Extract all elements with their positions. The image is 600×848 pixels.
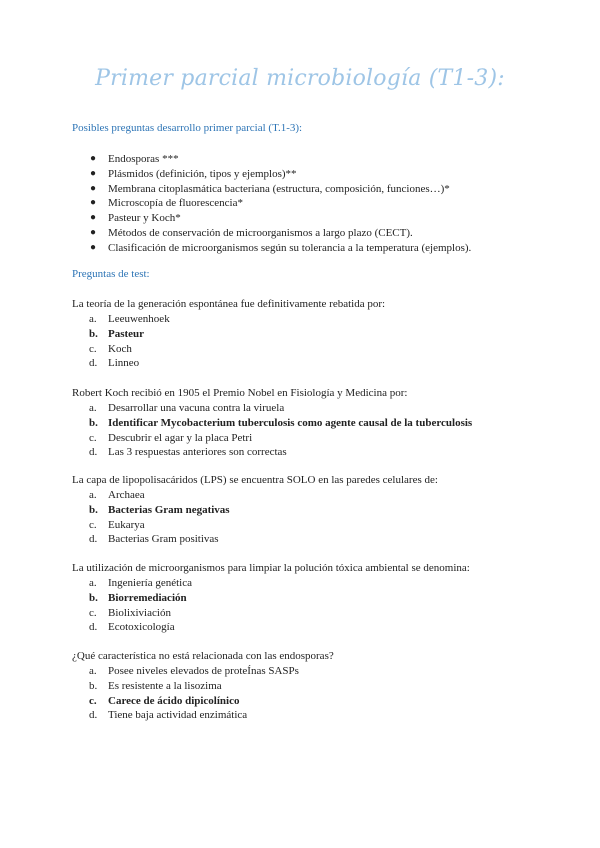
options-list (72, 576, 542, 635)
test-question (72, 472, 542, 547)
option-item-correct: c. Carece de ácido dipicolínico (89, 694, 240, 707)
option-item: a. Desarrollar una vacuna contra la viruela (89, 402, 285, 414)
page-title: Primer parcial microbiología (T1-3): (95, 66, 505, 91)
option-item: a. Leeuwenhoek (89, 313, 170, 325)
options-list (72, 312, 542, 371)
option-item: d. Las 3 respuestas anteriores son correctas (89, 446, 287, 459)
desarrollo-heading: Posibles preguntas desarrollo primer parcial (T.1-3): (72, 122, 303, 134)
option-item-correct: b. Bacterias Gram negativas (89, 503, 230, 516)
option-item-correct: b. Identificar Mycobacterium tuberculosis como agente causal de la tuberculosis (89, 416, 473, 429)
option-item: d. Bacterias Gram positivas (89, 533, 219, 546)
test-heading: Preguntas de test: (72, 268, 150, 280)
option-item: c. Descubrir el agar y la placa Petri (89, 431, 253, 444)
options-list (72, 664, 542, 723)
option-item-correct: b. Pasteur (89, 327, 145, 340)
option-item: d. Linneo (89, 357, 140, 370)
bullet-icon: ● (90, 226, 97, 238)
question-text: ¿Qué característica no está relacionada con las endosporas? (72, 650, 334, 662)
option-item: a. Archaea (89, 489, 145, 501)
bullet-icon: ● (90, 197, 97, 209)
list-item: ● Membrana citoplasmática bacteriana (estructura, composición, funciones…)* (90, 182, 450, 195)
option-item: c. Biolixiviación (89, 606, 171, 619)
list-item: ● Pasteur y Koch* (90, 212, 181, 225)
test-question (72, 560, 542, 635)
option-item-correct: b. Biorremediación (89, 591, 187, 604)
option-item: d. Tiene baja actividad enzimática (89, 709, 248, 722)
question-text: La utilización de microorganismos para limpiar la polución tóxica ambiental se denomina: (72, 562, 470, 574)
test-question (72, 296, 542, 371)
question-text: La capa de lipopolisacáridos (LPS) se encuentra SOLO en las paredes celulares de: (72, 474, 438, 486)
list-item: ● Microscopía de fluorescencia* (90, 197, 243, 210)
bullet-icon: ● (90, 167, 97, 179)
bullet-icon: ● (90, 241, 97, 253)
list-item: ● Métodos de conservación de microorganismos a largo plazo (CECT). (90, 226, 413, 239)
option-item: c. Koch (89, 342, 132, 355)
bullet-icon: ● (90, 212, 97, 224)
list-item: ● Plásmidos (definición, tipos y ejemplos)** (90, 167, 297, 180)
option-item: a. Ingeniería genética (89, 577, 192, 589)
desarrollo-list (90, 152, 471, 256)
option-item: c. Eukarya (89, 518, 145, 531)
list-item: ● Endosporas *** (90, 153, 179, 165)
test-question (72, 385, 542, 460)
question-text: Robert Koch recibió en 1905 el Premio Nobel en Fisiología y Medicina por: (72, 387, 408, 399)
options-list (72, 401, 542, 460)
options-list (72, 488, 542, 547)
bullet-icon: ● (90, 182, 97, 194)
question-text: La teoría de la generación espontánea fue definitivamente rebatida por: (72, 298, 386, 310)
test-question (72, 648, 542, 723)
list-item: ● Clasificación de microorganismos según su tolerancia a la temperatura (ejemplos). (90, 241, 472, 254)
bullet-icon: ● (90, 153, 97, 164)
option-item: b. Es resistente a la lisozima (89, 679, 222, 692)
option-item: d. Ecotoxicología (89, 621, 175, 634)
option-item: a. Posee niveles elevados de proteÍnas SASPs (89, 665, 299, 677)
